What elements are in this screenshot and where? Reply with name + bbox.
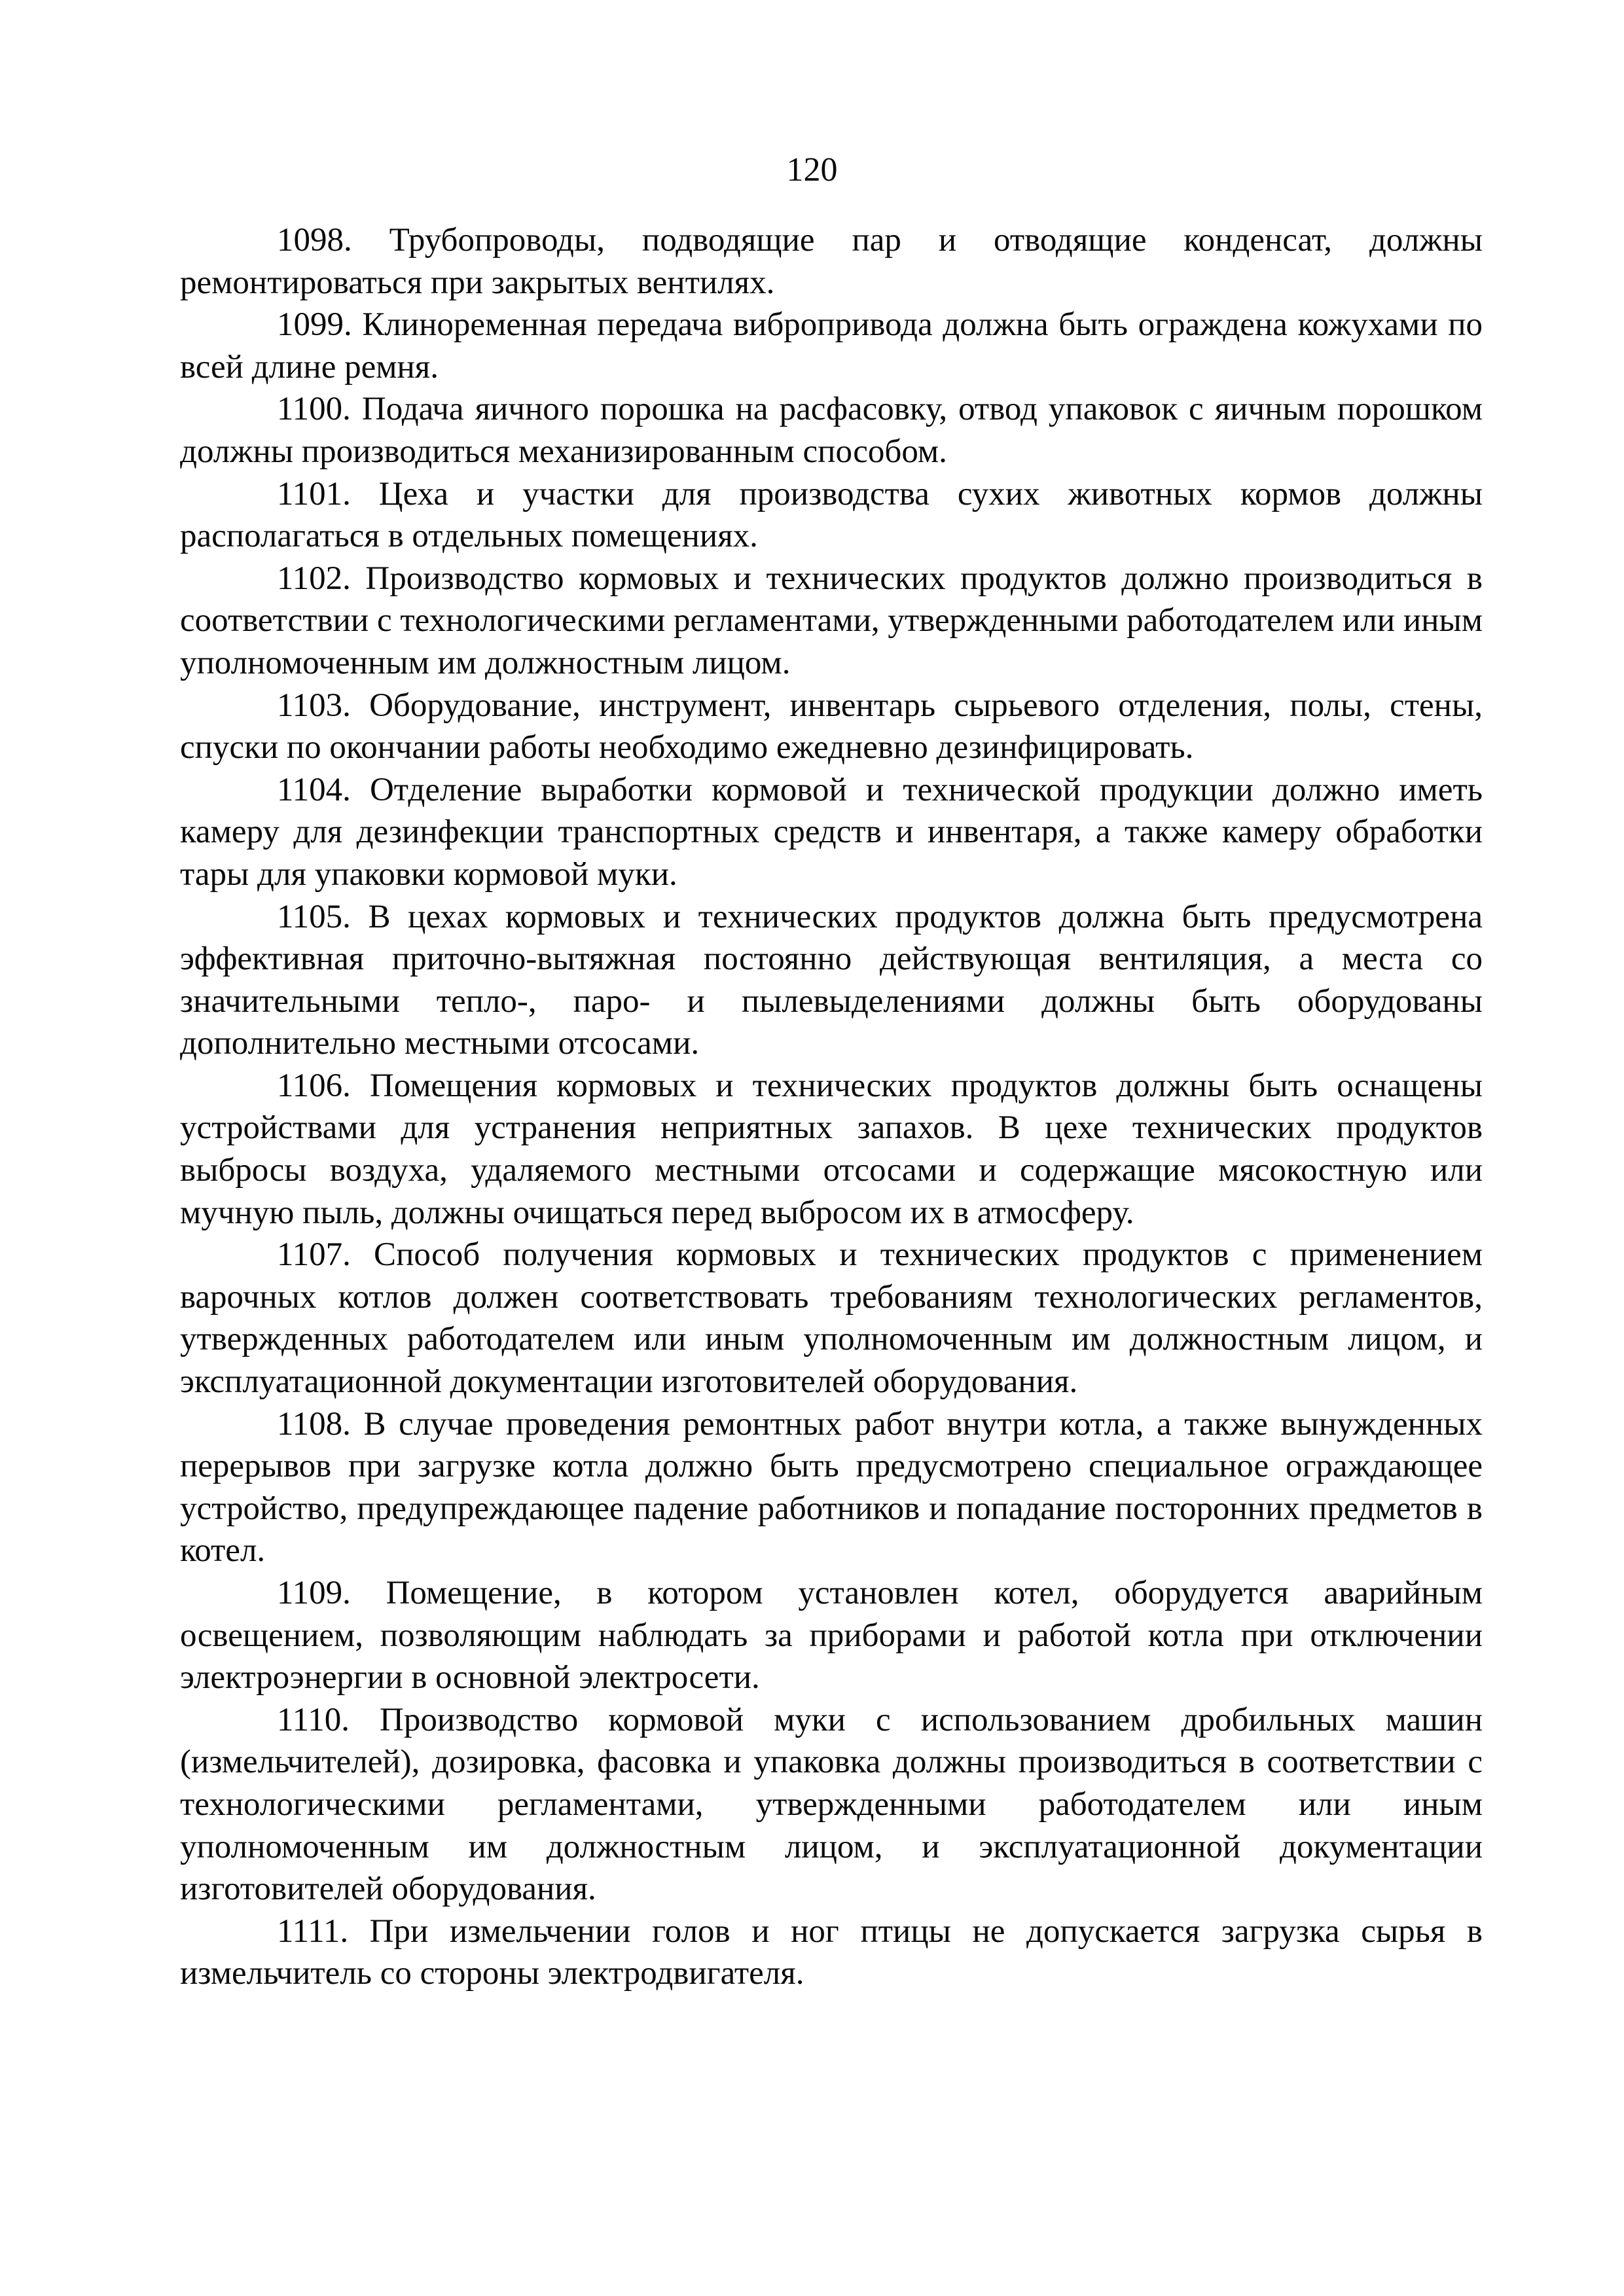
- paragraph-1107: 1107. Способ получения кормовых и технических продуктов с применением варочных котлов должен соответствовать требованиям технологических регламентов, утвержденных работодателем или иным уполномоченным им должностным лицом, и эксплуатационной документации изготовителей оборудования.: [180, 1236, 1483, 1401]
- paragraph-1103: 1103. Оборудование, инструмент, инвентарь сырьевого отделения, полы, стены, спуски по окончании работы необходимо ежедневно дезинфицировать.: [180, 687, 1483, 766]
- paragraph-1100: 1100. Подача яичного порошка на расфасовку, отвод упаковок с яичным порошком должны производиться механизированным способом.: [180, 391, 1483, 470]
- paragraph-1101: 1101. Цеха и участки для производства сухих животных кормов должны располагаться в отдельных помещениях.: [180, 475, 1483, 555]
- page-number: 120: [786, 151, 838, 188]
- paragraph-1108: 1108. В случае проведения ремонтных работ внутри котла, а также вынужденных перерывов при загрузке котла должно быть предусмотрено специальное ограждающее устройство, предупреждающее падение работников и попадание посторонних предметов в котел.: [180, 1405, 1483, 1570]
- paragraph-1106: 1106. Помещения кормовых и технических продуктов должны быть оснащены устройствами для устранения неприятных запахов. В цехе технических продуктов выбросы воздуха, удаляемого местными отсосами и содержащие мясокостную или мучную пыль, должны очищаться перед выбросом их в атмосферу.: [180, 1067, 1483, 1231]
- paragraph-1098: 1098. Трубопроводы, подводящие пар и отводящие конденсат, должны ремонтироваться при закрытых вентилях.: [180, 222, 1483, 301]
- paragraph-1110: 1110. Производство кормовой муки с использованием дробильных машин (измельчителей), дозировка, фасовка и упаковка должны производиться в соответствии с технологическими регламентами, утвержденными работодателем или иным уполномоченным им должностным лицом, и эксплуатационной документации изготовителей оборудования.: [180, 1701, 1483, 1908]
- paragraph-1099: 1099. Клиноременная передача вибропривода должна быть ограждена кожухами по всей длине ремня.: [180, 306, 1483, 386]
- document-body: [180, 219, 1483, 1995]
- paragraph-1109: 1109. Помещение, в котором установлен котел, оборудуется аварийным освещением, позволяющим наблюдать за приборами и работой котла при отключении электроэнергии в основной электросети.: [180, 1575, 1483, 1696]
- paragraph-1105: 1105. В цехах кормовых и технических продуктов должна быть предусмотрена эффективная приточно-вытяжная постоянно действующая вентиляция, а места со значительными тепло-, паро- и пылевыделениями должны быть оборудованы дополнительно местными отсосами.: [180, 898, 1483, 1062]
- paragraph-1104: 1104. Отделение выработки кормовой и технической продукции должно иметь камеру для дезинфекции транспортных средств и инвентаря, а также камеру обработки тары для упаковки кормовой муки.: [180, 771, 1483, 893]
- paragraph-1102: 1102. Производство кормовых и технических продуктов должно производиться в соответствии с технологическими регламентами, утвержденными работодателем или иным уполномоченным им должностным лицом.: [180, 560, 1483, 681]
- paragraph-1111: 1111. При измельчении голов и ног птицы не допускается загрузка сырья в измельчитель со стороны электродвигателя.: [180, 1912, 1483, 1992]
